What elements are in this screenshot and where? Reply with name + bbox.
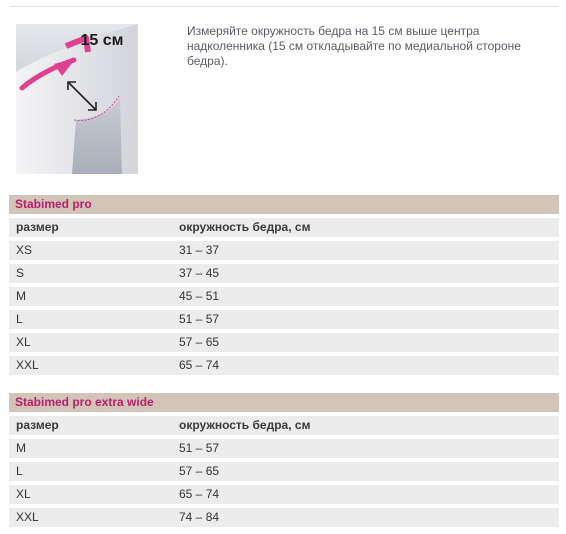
table-title: Stabimed pro bbox=[9, 195, 559, 214]
size-cell: XS bbox=[16, 243, 33, 257]
table-row bbox=[9, 462, 559, 481]
table-row bbox=[9, 264, 559, 283]
table-row bbox=[9, 333, 559, 352]
size-cell: XL bbox=[16, 487, 31, 501]
size-table-stabimed-pro bbox=[9, 195, 559, 375]
column-header-size: размер bbox=[16, 220, 59, 234]
knee-diagram-svg bbox=[16, 24, 138, 174]
size-cell: L bbox=[16, 464, 23, 478]
table-row bbox=[9, 310, 559, 329]
table-row bbox=[9, 508, 559, 527]
circumference-cell: 65 – 74 bbox=[179, 487, 220, 501]
circumference-cell: 51 – 57 bbox=[179, 312, 220, 326]
column-header-circumference: окружность бедра, см bbox=[179, 418, 311, 432]
circumference-cell: 51 – 57 bbox=[179, 441, 220, 455]
circumference-cell: 45 – 51 bbox=[179, 289, 220, 303]
table-row bbox=[9, 356, 559, 375]
circumference-cell: 37 – 45 bbox=[179, 266, 220, 280]
size-cell: XXL bbox=[16, 358, 39, 372]
size-table-stabimed-pro-extra-wide bbox=[9, 393, 559, 527]
circumference-cell: 57 – 65 bbox=[179, 464, 220, 478]
size-cell: M bbox=[16, 289, 26, 303]
table-row bbox=[9, 485, 559, 504]
circumference-cell: 31 – 37 bbox=[179, 243, 220, 257]
circumference-cell: 57 – 65 bbox=[179, 335, 220, 349]
size-cell: XXL bbox=[16, 510, 39, 524]
table-row bbox=[9, 287, 559, 306]
table-row bbox=[9, 439, 559, 458]
size-cell: XL bbox=[16, 335, 31, 349]
size-cell: L bbox=[16, 312, 23, 326]
top-divider bbox=[10, 6, 559, 7]
size-cell: M bbox=[16, 441, 26, 455]
circumference-cell: 65 – 74 bbox=[179, 358, 220, 372]
table-header-row bbox=[9, 416, 559, 435]
column-header-size: размер bbox=[16, 418, 59, 432]
knee-measurement-icon bbox=[16, 24, 138, 174]
circumference-cell: 74 – 84 bbox=[179, 510, 220, 524]
table-row bbox=[9, 241, 559, 260]
measurement-instruction: Измеряйте окружность бедра на 15 см выше центра надколенника (15 см откладывайте по медиальной стороне бедра). bbox=[187, 24, 521, 68]
table-header-row bbox=[9, 218, 559, 237]
measure-label: 15 см bbox=[80, 32, 124, 49]
column-header-circumference: окружность бедра, см bbox=[179, 220, 311, 234]
table-title: Stabimed pro extra wide bbox=[9, 393, 559, 412]
size-cell: S bbox=[16, 266, 25, 280]
